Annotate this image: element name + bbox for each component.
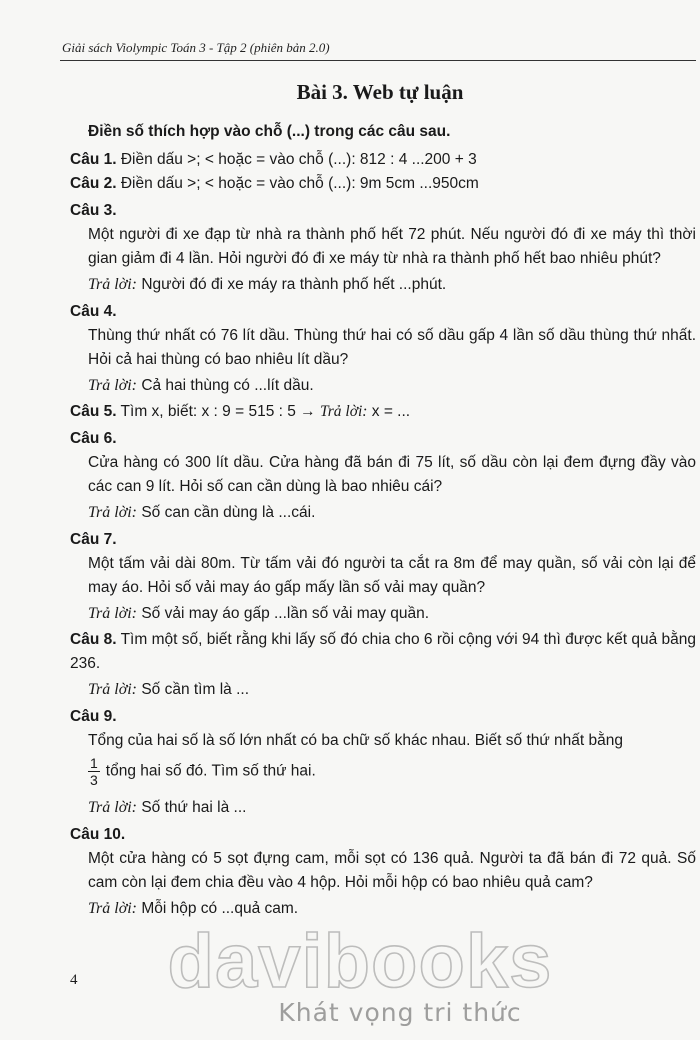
answer-line — [88, 602, 696, 626]
page-title: Bài 3. Web tự luận — [296, 80, 464, 104]
question-number: Câu 9. — [70, 708, 117, 725]
question-2 — [70, 172, 696, 196]
answer-text: Mỗi hộp có ...quả cam. — [141, 900, 299, 917]
answer-label: Trả lời: — [319, 403, 368, 420]
question-text-after: tổng hai số đó. Tìm số thứ hai. — [105, 762, 316, 780]
question-number: Câu 3. — [70, 202, 117, 219]
question-text: Tổng của hai số là số lớn nhất có ba chữ số khác nhau. Biết số thứ nhất bằng — [88, 732, 624, 749]
question-7 — [70, 528, 696, 626]
spacer — [70, 788, 696, 794]
question-number: Câu 10. — [70, 826, 126, 843]
question-text: Tìm một số, biết rằng khi lấy số đó chia cho 6 rồi cộng với 94 thì được kết quả bằng 236. — [70, 631, 697, 672]
question-number: Câu 5. — [70, 403, 117, 420]
answer-label: Trả lời: — [88, 276, 137, 293]
answer-label: Trả lời: — [88, 900, 137, 917]
question-4 — [70, 300, 696, 398]
fraction-denominator: 3 — [90, 772, 98, 788]
question-6 — [70, 427, 696, 525]
question-text: Thùng thứ nhất có 76 lít dầu. Thùng thứ hai có số dầu gấp 4 lần số dầu thùng thứ nhất. Hỏi cả hai thùng có bao nhiêu lít dầu? — [88, 327, 696, 368]
question-text-continued — [88, 755, 696, 788]
question-10 — [70, 823, 696, 921]
fraction — [88, 755, 100, 788]
answer-text: Số vải may áo gấp ...lần số vải may quần. — [141, 605, 430, 622]
question-5 — [70, 400, 696, 424]
fraction-numerator: 1 — [90, 755, 98, 771]
question-number: Câu 7. — [70, 531, 117, 548]
question-9 — [70, 705, 696, 820]
question-text: Một người đi xe đạp từ nhà ra thành phố hết 72 phút. Nếu người đó đi xe máy thì thời gian giảm đi 4 lần. Hỏi người đó đi xe máy từ nhà ra thành phố hết bao nhiêu phút? — [88, 226, 696, 267]
question-number: Câu 6. — [70, 430, 117, 447]
watermark-logo: davibooks — [167, 919, 553, 1004]
question-text: Cửa hàng có 300 lít dầu. Cửa hàng đã bán đi 75 lít, số dầu còn lại đem đựng đầy vào các can 9 lít. Hỏi số can cần dùng là bao nhiêu cái? — [88, 454, 696, 495]
question-8 — [70, 628, 696, 702]
running-header: Giải sách Violympic Toán 3 - Tập 2 (phiên bản 2.0) — [62, 40, 330, 55]
header-rule — [60, 60, 696, 61]
question-text: Điền dấu >; < hoặc = vào chỗ (...): 9m 5cm ...950cm — [120, 175, 479, 192]
page-number: 4 — [70, 972, 78, 988]
question-1 — [70, 148, 696, 172]
answer-line — [88, 678, 696, 702]
question-number: Câu 2. — [70, 175, 117, 192]
answer-label: Trả lời: — [88, 605, 137, 622]
answer-text: Số can cần dùng là ...cái. — [141, 504, 316, 521]
answer-text: Cả hai thùng có ...lít dầu. — [141, 377, 314, 394]
question-number: Câu 8. — [70, 631, 117, 648]
answer-label: Trả lời: — [88, 504, 137, 521]
answer-text: Người đó đi xe máy ra thành phố hết ...phút. — [141, 276, 447, 293]
question-text: Một tấm vải dài 80m. Từ tấm vải đó người ta cắt ra 8m để may quần, số vải còn lại để may áo. Hỏi số vải may áo gấp mấy lần số vải may quần? — [88, 555, 696, 596]
answer-line — [88, 501, 696, 525]
answer-text: x = ... — [371, 403, 411, 420]
question-text: Điền dấu >; < hoặc = vào chỗ (...): 812 : 4 ...200 + 3 — [120, 151, 477, 168]
question-8-body — [70, 628, 696, 676]
answer-label: Trả lời: — [88, 799, 137, 816]
question-3 — [70, 199, 696, 297]
answer-line — [88, 796, 696, 820]
answer-line — [88, 374, 696, 398]
question-number: Câu 4. — [70, 303, 117, 320]
answer-text: Số cần tìm là ... — [141, 681, 249, 698]
answer-text: Số thứ hai là ... — [141, 799, 247, 816]
question-text: Tìm x, biết: x : 9 = 515 : 5 → — [120, 403, 316, 420]
exercise-content — [70, 120, 696, 923]
answer-label: Trả lời: — [88, 681, 137, 698]
watermark-tagline: Khát vọng tri thức — [278, 998, 522, 1027]
answer-line — [88, 273, 696, 297]
question-number: Câu 1. — [70, 151, 117, 168]
instruction: Điền số thích hợp vào chỗ (...) trong các câu sau. — [88, 123, 451, 140]
question-text: Một cửa hàng có 5 sọt đựng cam, mỗi sọt có 136 quả. Người ta đã bán đi 72 quả. Số cam còn lại đem chia đều vào 4 hộp. Hỏi mỗi hộp có bao nhiêu quả cam? — [88, 850, 696, 891]
answer-label: Trả lời: — [88, 377, 137, 394]
